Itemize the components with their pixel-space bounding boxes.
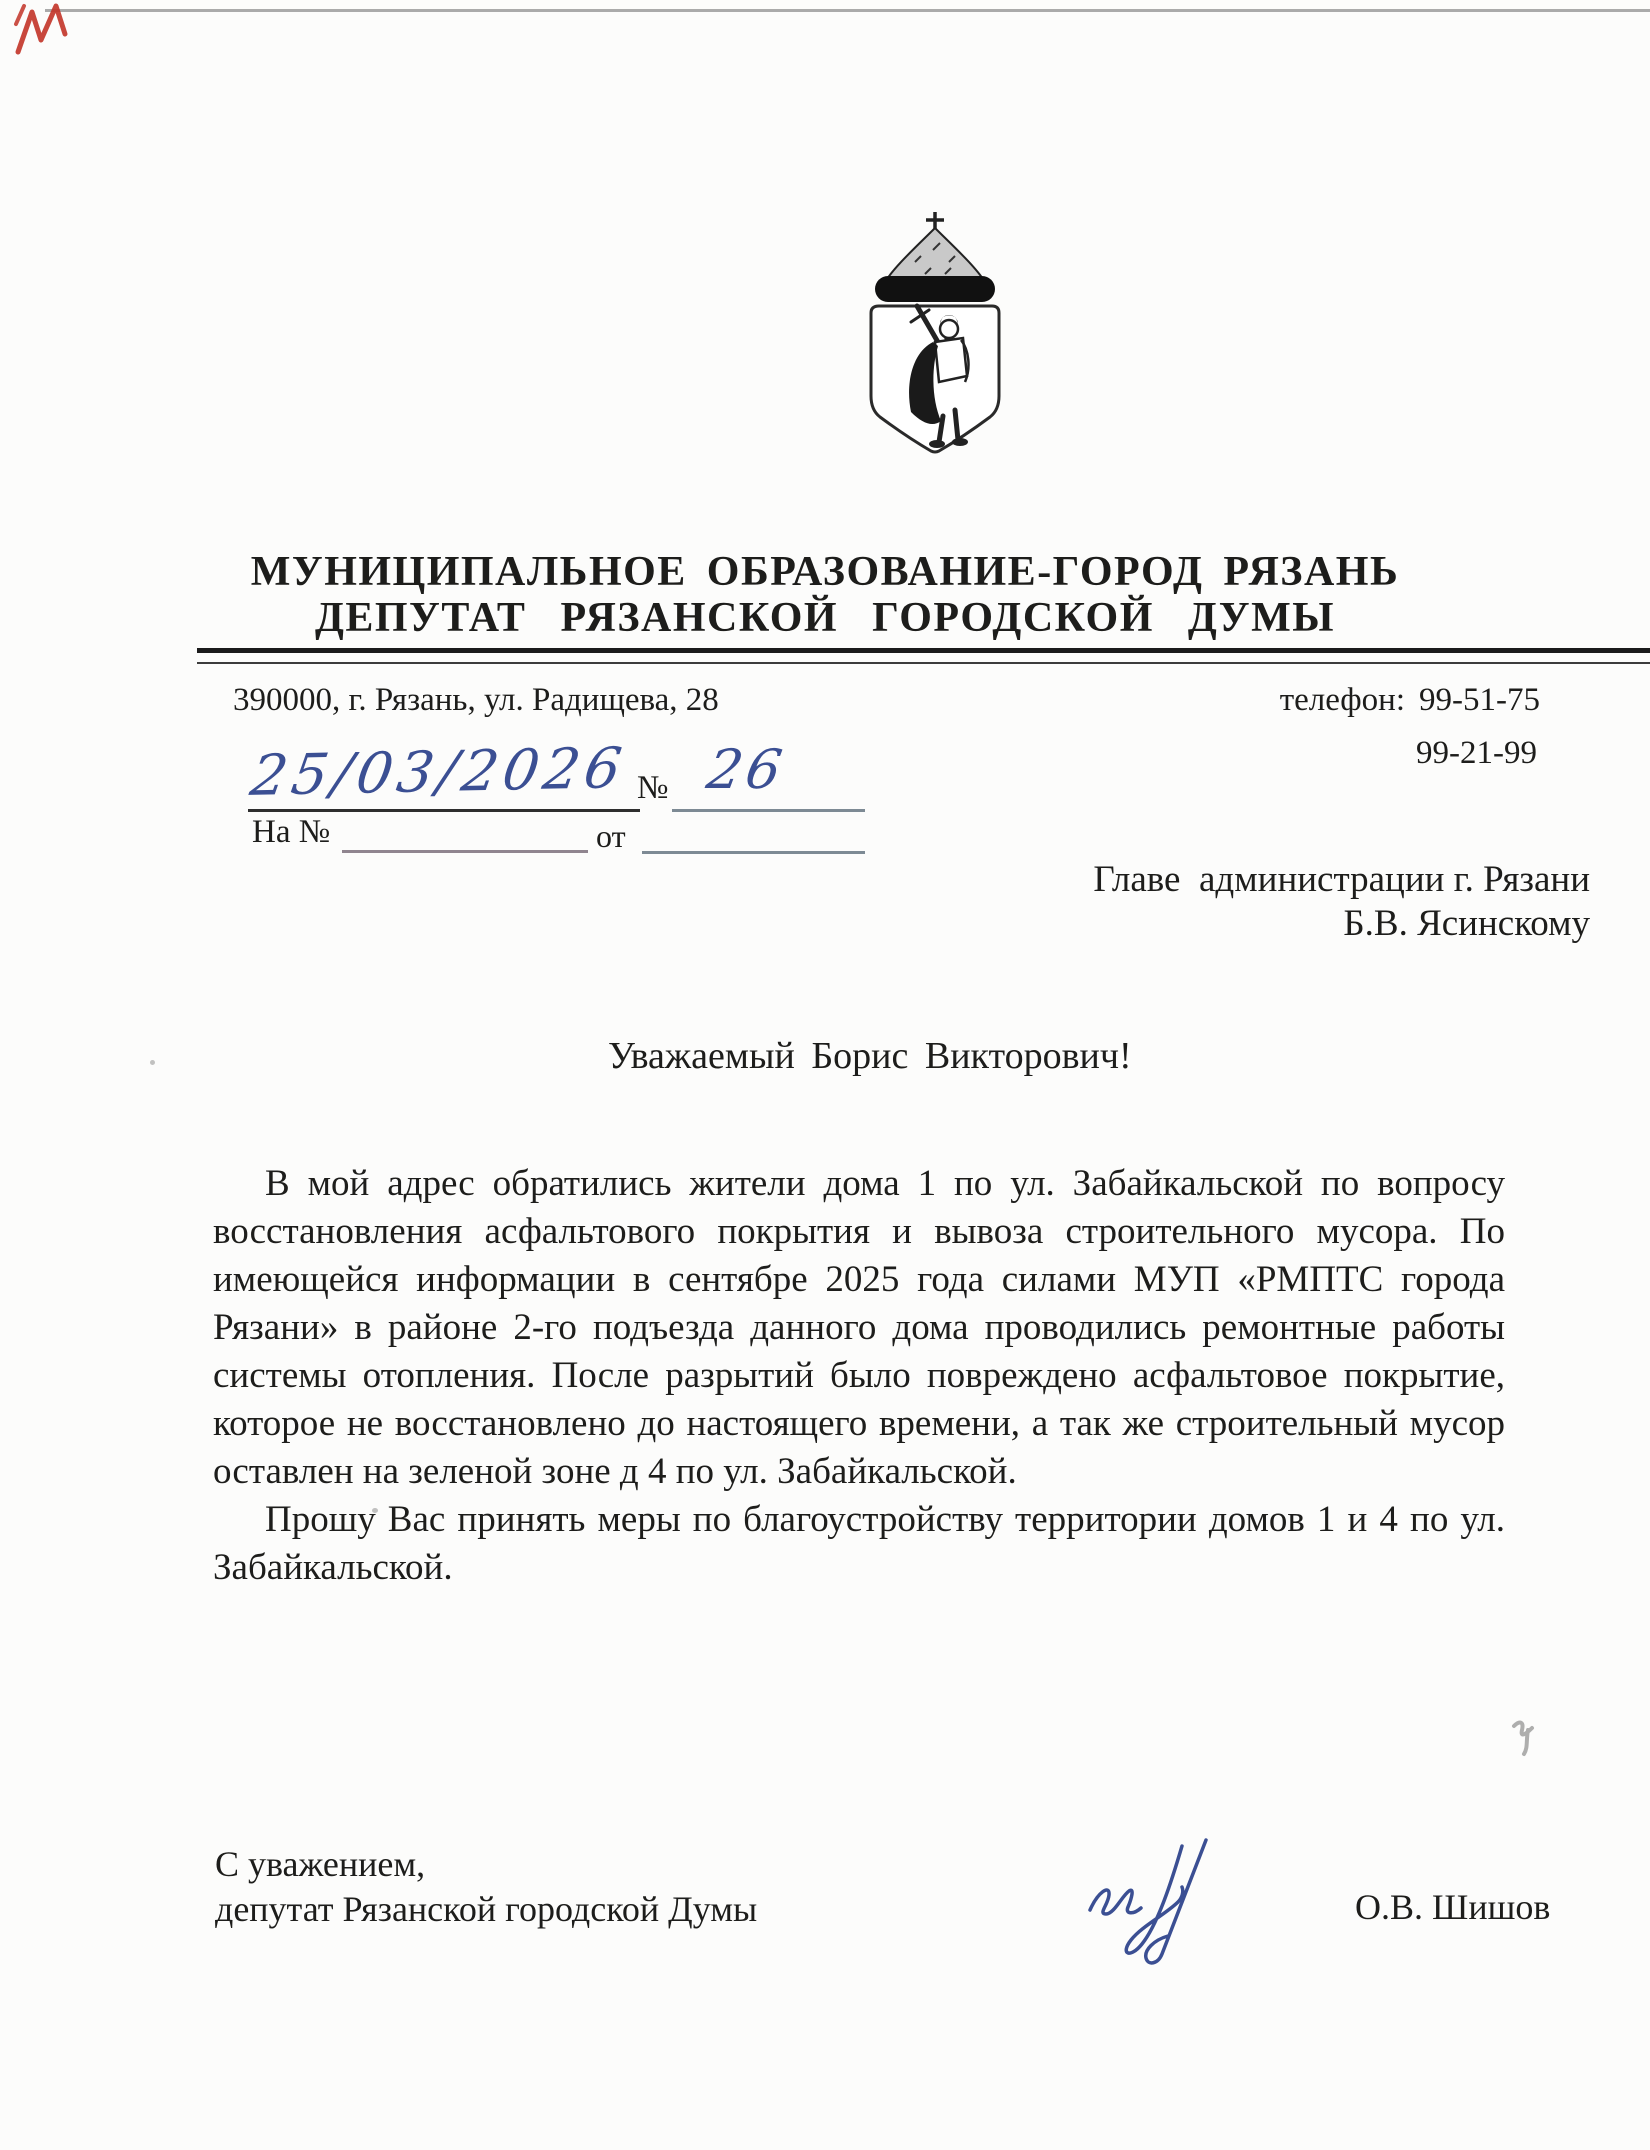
- number-underline: [672, 809, 865, 812]
- org-name-line1: МУНИЦИПАЛЬНОЕ ОБРАЗОВАНИЕ-ГОРОД РЯЗАНЬ: [250, 549, 1400, 595]
- letterhead-rule-thin: [197, 662, 1650, 664]
- handwritten-number: 26: [702, 738, 791, 801]
- closing-regards: С уважением,: [215, 1844, 426, 1884]
- salutation: Уважаемый Борис Викторович!: [608, 1035, 1132, 1077]
- recipient-name: Б.В. Ясинскому: [1343, 903, 1590, 944]
- phone-line-1: [1280, 682, 1540, 719]
- reply-number-underline: [342, 850, 588, 853]
- body-paragraph-1: В мой адрес обратились жители дома 1 по ул. Забайкальской по вопросу восстановления асфальтового покрытия и вывоза строительного мусора. По имеющейся информации в сентябре 2025 года силами МУП «РМПТС города Рязани» в районе 2-го подъезда данного дома проводились ремонтные работы системы отопления. После разрытий было повреждено асфальтовое покрытие, которое не восстановлено до настоящего времени, а так же строительный мусор оставлен на зеленой зоне д 4 по ул. Забайкальской.: [213, 1163, 1505, 1492]
- number-sign: №: [637, 770, 669, 806]
- phone-label: телефон:: [1279, 682, 1406, 718]
- scan-artifact-top-line: [45, 9, 1650, 12]
- org-name-line2: ДЕПУТАТ РЯЗАНСКОЙ ГОРОДСКОЙ ДУМЫ: [314, 595, 1336, 641]
- scan-smudge-mark: [1502, 1708, 1556, 1762]
- reply-from-underline: [642, 851, 865, 854]
- recipient-title: Главе администрации г. Рязани: [1093, 859, 1590, 900]
- reply-number-label: На №: [252, 814, 331, 850]
- letterhead-rule-thick: [197, 648, 1650, 653]
- sender-address: 390000, г. Рязань, ул. Радищева, 28: [233, 682, 719, 718]
- ryazan-coat-of-arms-icon: [853, 210, 1018, 465]
- scan-speck: [150, 1060, 155, 1065]
- closing-position: депутат Рязанской городской Думы: [215, 1889, 758, 1929]
- phone-number-2: 99-21-99: [1416, 735, 1537, 771]
- letter-body: [213, 1160, 1505, 1592]
- red-pen-scribble-icon: [12, 0, 84, 64]
- signer-name: О.В. Шишов: [1355, 1887, 1551, 1927]
- date-underline: [248, 809, 640, 812]
- phone-number-1: 99-51-75: [1419, 682, 1540, 718]
- signature-icon: [1078, 1832, 1268, 1982]
- handwritten-date: 25/03/2026: [246, 736, 631, 809]
- reply-from-label: от: [596, 818, 626, 854]
- body-paragraph-2: Прошу Вас принять меры по благоустройству территории домов 1 и 4 по ул. Забайкальской.: [213, 1499, 1505, 1588]
